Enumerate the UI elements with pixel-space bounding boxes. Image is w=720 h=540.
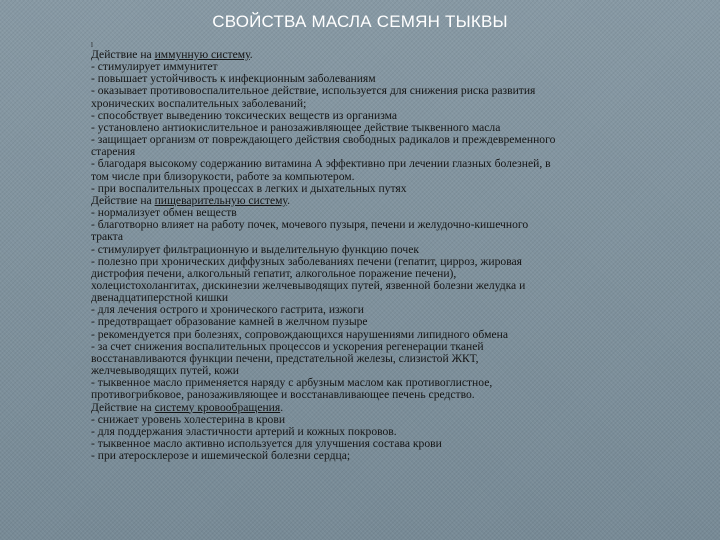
text-line: старения [91, 145, 136, 159]
text-line: - предотвращает образование камней в желчном пузыре [91, 315, 368, 329]
text-line: - способствует выведению токсических веществ из организма [91, 108, 398, 122]
heading-underlined-circulatory: систему кровообращения [154, 400, 281, 414]
text-line: дистрофия печени, алкогольный гепатит, алкогольное поражение печени), [91, 266, 457, 280]
slide-title: СВОЙСТВА МАСЛА СЕМЯН ТЫКВЫ [212, 12, 508, 31]
slide-body [91, 41, 681, 462]
text-line: - благотворно влияет на работу почек, мочевого пузыря, печени и желудочно-кишечного [91, 218, 529, 232]
text-line: - при атеросклерозе и ишемической болезни сердца; [91, 449, 351, 463]
text-line: - оказывает противовоспалительное действие, используется для снижения риска развития [91, 84, 536, 98]
bullet-marker: l [91, 41, 93, 49]
text-line: двенадцатиперстной кишки [91, 291, 229, 305]
text-line: - повышает устойчивость к инфекционным заболеваниям [91, 72, 376, 86]
section-heading-immune: Действие на иммунную систему. [91, 48, 253, 61]
text-line: желчевыводящих путей, кожи [91, 364, 239, 378]
text-line: тракта [91, 230, 123, 244]
text-line: - при воспалительных процессах в легких и дыхательных путях [91, 181, 407, 195]
section-circulatory [91, 402, 681, 463]
text-line: - тыквенное масло активно используется для улучшения состава крови [91, 437, 442, 450]
text-line: - стимулирует фильтрационную и выделительную функцию почек [91, 242, 420, 256]
text-line: противогрибковое, ранозаживляющее и восстанавливающее печень средство. [91, 388, 475, 402]
section-digestive [91, 195, 681, 402]
text-line: - полезно при хронических диффузных заболеваниях печени (гепатит, цирроз, жировая [91, 254, 522, 268]
text-line: хронических воспалительных заболеваний; [91, 96, 307, 110]
text-line: холецистохолангитах, дискинезии желчевыводящих путей, язвенной болезни желудка и [91, 278, 526, 292]
text-line: - тыквенное масло применяется наряду с арбузным маслом как противоглистное, [91, 376, 493, 390]
text-line: восстанавливаются функции печени, предстательной железы, слизистой ЖКТ, [91, 351, 479, 365]
heading-underlined-immune: иммунную систему [154, 48, 250, 61]
text-line: - для лечения острого и хронического гастрита, изжоги [91, 303, 364, 317]
section-heading-digestive: Действие на пищеварительную систему. [91, 193, 290, 207]
text-line: - защищает организм от повреждающего действия свободных радикалов и преждевременного [91, 133, 556, 147]
heading-underlined-digestive: пищеварительную систему [154, 193, 288, 207]
text-line: - снижает уровень холестерина в крови [91, 412, 286, 426]
section-immune [91, 49, 681, 195]
text-line: том числе при близорукости, работе за компьютером. [91, 169, 355, 183]
text-line: - за счет снижения воспалительных процессов и ускорения регенерации тканей [91, 339, 484, 353]
section-heading-circulatory: Действие на систему кровообращения. [91, 400, 284, 414]
text-line: - нормализует обмен веществ [91, 206, 237, 220]
text-line: - стимулирует иммунитет [91, 60, 218, 74]
text-line: - благодаря высокому содержанию витамина А эффективно при лечении глазных болезней, в [91, 157, 551, 171]
text-line: - для поддержания эластичности артерий и кожных покровов. [91, 424, 397, 438]
text-line: - рекомендуется при болезнях, сопровождающихся нарушениями липидного обмена [91, 327, 508, 341]
text-line: - установлено антиокислительное и ранозаживляющее действие тыквенного масла [91, 120, 501, 134]
